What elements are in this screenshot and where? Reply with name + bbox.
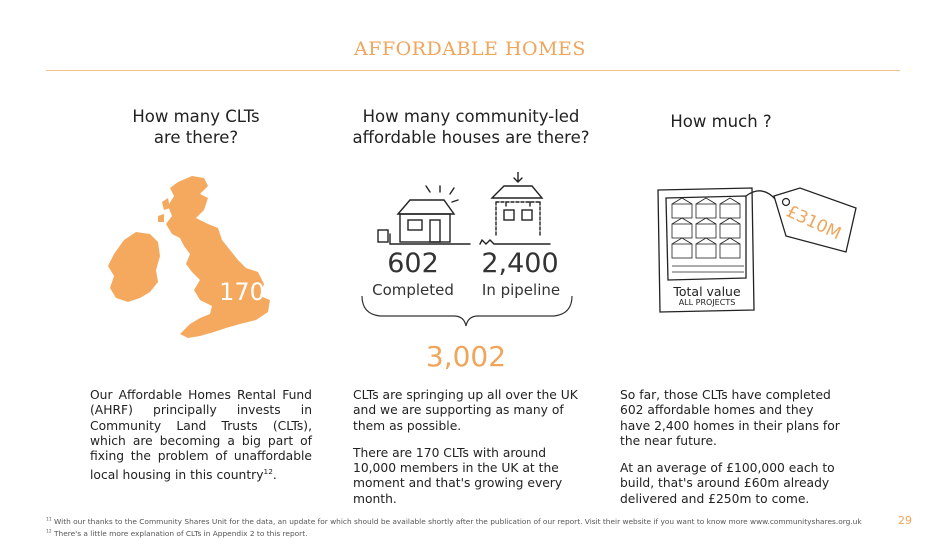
great-britain-shape <box>166 176 270 338</box>
footnote-12 <box>46 529 307 538</box>
pipeline-label: In pipeline <box>481 281 561 299</box>
title-divider <box>46 70 900 71</box>
col3-body <box>620 388 844 507</box>
ireland-shape <box>108 232 160 302</box>
col1-heading <box>96 106 296 148</box>
col1-body-end: . <box>272 468 277 483</box>
col2-body <box>353 388 581 507</box>
pipeline-house-icon <box>480 172 550 244</box>
total-brace <box>356 294 580 330</box>
uk-map-icon <box>100 168 300 348</box>
price-tag-icon <box>774 188 856 252</box>
footnote-11 <box>46 517 862 526</box>
footnote-11-text: With our thanks to the Community Shares Unit for the data, an update for which should be available shortly after the publication of our report. Visit their website if you want to know more www.communityshares.org.uk <box>54 517 862 526</box>
col2-para1: CLTs are springing up all over the UK and we are supporting as many of them as possible. <box>353 388 578 433</box>
col3-para2: At an average of £100,000 each to build, that's around £60m already delivered and £250m to come. <box>620 461 835 506</box>
scottish-isles <box>158 198 170 222</box>
footnote-12-text: There's a little more explanation of CLTs in Appendix 2 to this report. <box>54 529 308 538</box>
completed-value: 602 <box>387 248 439 279</box>
pipeline-value: 2,400 <box>481 248 559 279</box>
col2-heading-line2: affordable houses are there? <box>352 128 590 147</box>
col2-heading-line1: How many community-led <box>362 107 580 126</box>
col2-heading <box>340 106 602 148</box>
footnote-12-number: 12 <box>46 529 52 535</box>
col1-body <box>90 388 312 484</box>
col1-heading-line1: How many CLTs <box>132 107 260 126</box>
col3-heading: How much ? <box>670 112 772 131</box>
col2-para2: There are 170 CLTs with around 10,000 members in the UK at the moment and that's growing every month. <box>353 445 563 506</box>
col1-heading-line2: are there? <box>153 128 239 147</box>
completed-house-icon <box>378 186 470 244</box>
uk-map-number: 170 <box>219 278 265 306</box>
houses-illustration <box>370 172 570 248</box>
completed-label: Completed <box>372 281 454 299</box>
footnote-11-number: 11 <box>46 517 52 523</box>
col3-para1: So far, those CLTs have completed 602 affordable homes and they have 2,400 homes in their plans for the near future. <box>620 388 840 448</box>
total-houses-value: 3,002 <box>425 340 507 373</box>
page-title: AFFORDABLE HOMES <box>354 38 586 60</box>
col1-footnote-ref: 12 <box>263 467 273 477</box>
price-tag-value: £310M <box>783 201 845 245</box>
page-number: 29 <box>898 514 912 527</box>
total-value-label: Total value <box>673 284 741 299</box>
all-projects-label: ALL PROJECTS <box>678 298 736 307</box>
col1-body-text: Our Affordable Homes Rental Fund (AHRF) principally invests in Community Land Trusts (CLTs), which are becoming a big part of fixing the problem of unaffordable local housing in this country <box>90 388 312 483</box>
